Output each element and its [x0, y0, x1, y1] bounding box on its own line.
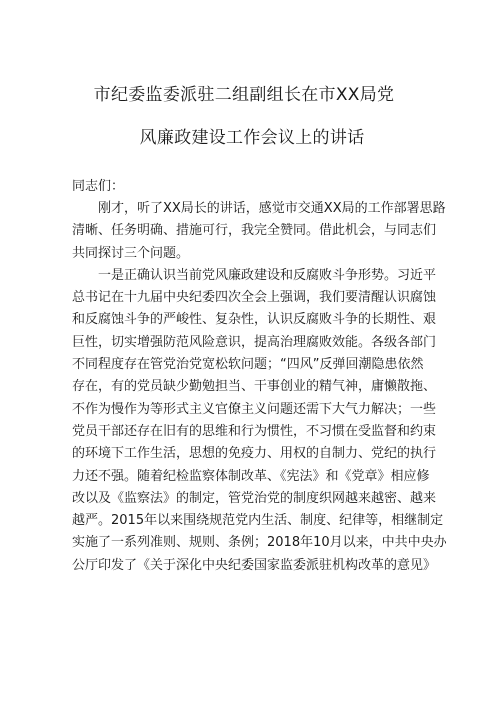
- body-line: 和反腐蚀斗争的严峻性、复杂性，认识反腐败斗争的长期性、艰: [72, 312, 437, 328]
- document-title-line-2: 风廉政建设工作会议上的讲话: [139, 128, 365, 148]
- body-line: 改以及《监察法》的制定，管党治党的制度织网越来越密、越来: [72, 490, 437, 506]
- body-line: 不作为慢作为等形式主义官僚主义问题还需下大气力解决；一些: [72, 401, 437, 417]
- body-line: 存在，有的党员缺少勤勉担当、干事创业的精气神，庸懒散拖、: [72, 379, 437, 395]
- body-line: 越严。2015年以来围绕规范党内生活、制度、纪律等，相继制定: [72, 513, 444, 529]
- body-line: 实施了一系列准则、规则、条例；2018年10月以来，中共中央办: [72, 535, 447, 551]
- body-line: 不同程度存在管党治党宽松软问题；“四风”反弹回潮隐患依然: [72, 357, 424, 373]
- body-line: 党员干部还存在旧有的思维和行为惯性，不习惯在受监督和约束: [72, 423, 437, 439]
- greeting: [72, 176, 432, 198]
- body-line: 公厅印发了《关于深化中央纪委国家监委派驻机构改革的意见》: [72, 557, 437, 573]
- body-line: 总书记在十九届中央纪委四次全会上强调，我们要清醒认识腐蚀: [72, 290, 437, 306]
- document-title-line-1: 市纪委监委派驻二组副组长在市XX局党: [93, 85, 395, 105]
- body-line: 巨性，切实增强防范风险意识，提高治理腐败效能。各级各部门: [72, 334, 437, 350]
- body-line: 力还不强。随着纪检监察体制改革、《宪法》和《党章》相应修: [72, 468, 430, 484]
- body-line: 一是正确认识当前党风廉政建设和反腐败斗争形势。习近平: [72, 267, 437, 283]
- body-line: 刚才，听了XX局长的讲话，感觉市交通XX局的工作部署思路: [72, 201, 446, 216]
- body-line: 共同探讨三个问题。: [72, 245, 190, 261]
- greeting-text: 同志们：: [72, 179, 125, 194]
- body-line: 的环境下工作生活，思想的免疫力、用权的自制力、党纪的执行: [72, 446, 437, 462]
- speech-body: [72, 198, 447, 577]
- body-line: 清晰、任务明确、措施可行，我完全赞同。借此机会，与同志们: [72, 223, 437, 239]
